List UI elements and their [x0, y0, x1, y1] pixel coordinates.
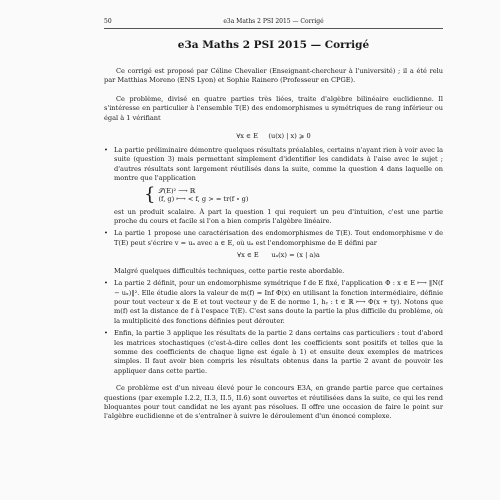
list-item [104, 146, 443, 226]
parts-list [104, 146, 443, 376]
list-item-text: La partie 2 définit, pour un endomorphisme symétrique f de E fixé, l'application Φ : x ∈ E ⟼ ‖N(f − uₓ)‖². Elle étudie alors la valeur de m(f) = Inf Φ(x) en utilisant la fonction intermédiaire, définie pour tout vecteur x de E et tout vecteur y de E de norme 1, hᵧ : t ∈ ℝ ⟼ Φ(x + ty). Notons que m(f) est la distance de f à l'espace T(E). C'est sans doute la partie la plus difficile du problème, où la multiplicité des fonctions définies peut dérouter. [114, 279, 443, 325]
list-item-text: La partie 1 propose une caractérisation des endomorphismes de T(E). Tout endomorphisme v de T(E) peut s'écrire v = uₐ avec a ∈ E, où uₐ est l'endomorphisme de E défini par [114, 229, 443, 247]
bullet-glyph: • [104, 229, 108, 238]
intro-paragraph: Ce corrigé est proposé par Céline Chevalier (Enseignant-chercheur à l'université) ; il a été relu par Matthias Moreno (ENS Lyon) et Sophie Rainero (Professeur en CPGE). [104, 67, 443, 85]
display-equation: ∀x ∈ E uₐ(x) = (x | a)a [237, 251, 320, 260]
list-item [104, 279, 443, 326]
equation-line: 𝒮(E)² ⟶ ℝ [158, 186, 196, 195]
brace-symbol: { [144, 184, 156, 206]
list-item-continuation: est un produit scalaire. À part la question 1 qui requiert un peu d'intuition, c'est une partie proche du cours et facile si l'on a bien compris l'algèbre linéaire. [114, 207, 443, 226]
list-item [104, 329, 443, 376]
overview-paragraph: Ce problème, divisé en quatre parties très liées, traite d'algèbre bilinéaire euclidienne. Il s'intéresse en particulier à l'ensemble T(E) des endomorphismes u symétriques de rang inférieur ou égal à 1 vérifiant [104, 94, 443, 122]
list-item-text: La partie préliminaire démontre quelques résultats préalables, certains n'ayant rien à voir avec la suite (question 3) mais permettant simplement d'identifier les candidats à l'aise avec le sujet ; d'autres résultats sont largement réutilisés dans la suite, comme la question 4 dans laquelle on montre que l'application [114, 146, 443, 183]
list-item [104, 229, 443, 276]
list-item-text: Enfin, la partie 3 applique les résultats de la partie 2 dans certains cas particuliers : tout d'abord les matrices stochastiques (c'est-à-dire celles dont les coefficients sont positifs et telles que la somme des coefficients de chaque ligne est égale à 1) et ensuite deux exemples de matrices simples. Il faut avoir bien compris les résultats obtenus dans la partie 2 avant de pouvoir les appliquer dans cette partie. [114, 329, 443, 375]
equation-line: (f, g) ⟼ < f, g > = tr(f ∘ g) [158, 195, 249, 204]
closing-paragraph: Ce problème est d'un niveau élevé pour le concours E3A, en grande partie parce que certaines questions (par exemple I.2.2, II.3, II.5, II.6) sont ouvertes et réutilisées dans la suite, ce qui les rend bloquantes pour tout candidat ne les ayant pas résolues. Il offre une occasion de faire le point sur l'algèbre euclidienne et de s'entraîner à suivre le déroulement d'un énoncé complexe. [104, 384, 443, 421]
running-title: e3a Maths 2 PSI 2015 — Corrigé [223, 18, 324, 25]
page-number: 50 [104, 18, 112, 25]
bullet-glyph: • [104, 329, 108, 338]
bullet-glyph: • [104, 146, 108, 155]
list-item-continuation: Malgré quelques difficultés techniques, cette partie reste abordable. [114, 266, 345, 275]
running-header [104, 16, 443, 29]
bullet-glyph: • [104, 279, 108, 288]
display-equation [144, 184, 443, 206]
display-equation: ∀x ∈ E (u(x) | x) ⩾ 0 [236, 132, 311, 141]
page-title: e3a Maths 2 PSI 2015 — Corrigé [177, 39, 370, 51]
